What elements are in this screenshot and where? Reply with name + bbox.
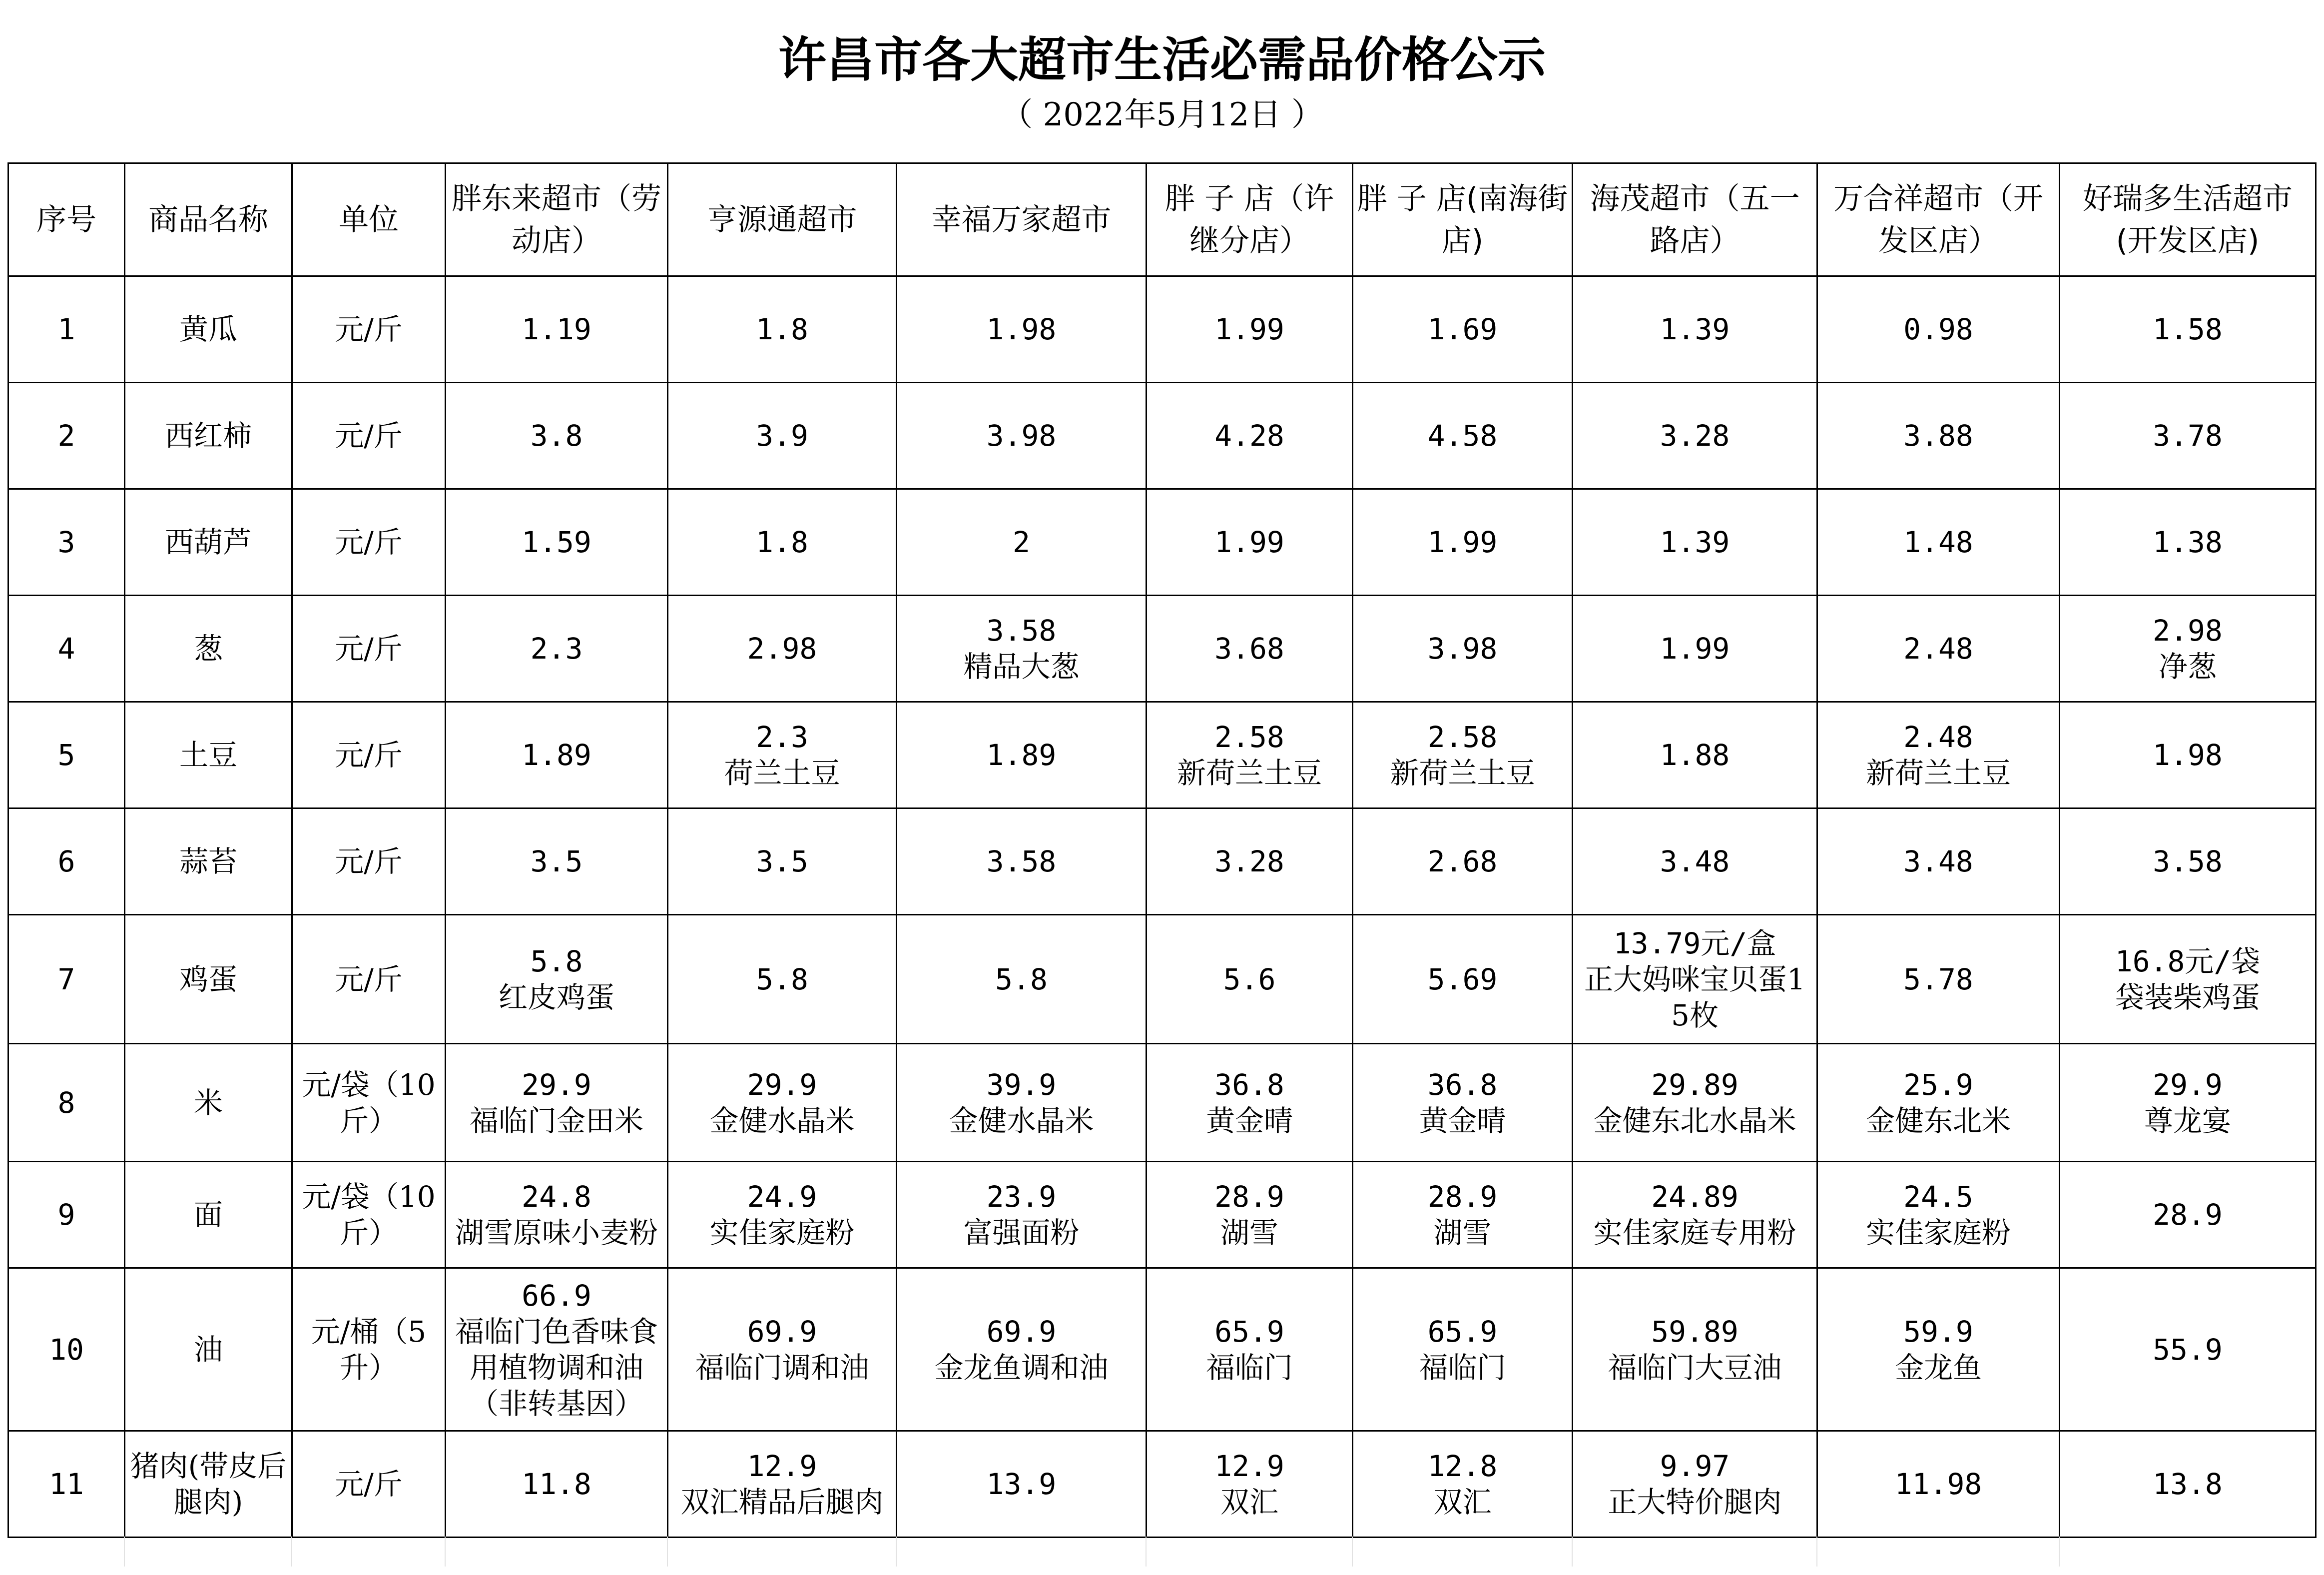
price-value: 5.78 [1903, 962, 1973, 996]
price-cell [1353, 702, 1573, 808]
price-cell [1573, 383, 1817, 489]
row-number: 9 [8, 1162, 125, 1268]
product-brand-note: 实佳家庭粉 [709, 1216, 855, 1250]
price-cell [2060, 702, 2316, 808]
col-header-store-7: 万合祥超市（开发区店） [1817, 163, 2060, 276]
price-value: 3.9 [756, 419, 808, 453]
price-value: 36.8 [1214, 1067, 1284, 1102]
price-cell [1817, 489, 2060, 596]
product-brand-note: 双汇 [1220, 1485, 1278, 1519]
table-row [8, 915, 2316, 1044]
sheet-gridlines [7, 1537, 2315, 1567]
price-value: 2.58 [1214, 720, 1284, 754]
price-value: 55.9 [2153, 1332, 2223, 1367]
product-brand-note: 净葱 [2158, 650, 2217, 684]
price-value: 29.9 [747, 1067, 817, 1102]
price-cell [1817, 808, 2060, 915]
price-value: 59.89 [1651, 1314, 1739, 1349]
row-number: 10 [8, 1268, 125, 1431]
unit-cell: 元/斤 [292, 702, 446, 808]
price-value: 12.9 [1214, 1449, 1284, 1483]
price-cell [1353, 1431, 1573, 1538]
price-cell [897, 1162, 1147, 1268]
product-brand-note: 精品大葱 [963, 650, 1080, 684]
row-number: 3 [8, 489, 125, 596]
price-value: 39.9 [986, 1067, 1057, 1102]
price-value: 24.9 [747, 1180, 817, 1214]
product-name: 黄瓜 [125, 276, 292, 383]
product-brand-note: 正大妈咪宝贝蛋15枚 [1584, 962, 1805, 1032]
price-value: 1.39 [1660, 525, 1730, 559]
price-cell [1147, 702, 1353, 808]
price-cell [446, 276, 668, 383]
table-row [8, 1044, 2316, 1162]
price-cell [668, 808, 897, 915]
header-row [8, 163, 2316, 276]
col-header-no: 序号 [8, 163, 125, 276]
price-value: 16.8元/袋 [2115, 944, 2261, 978]
product-name: 西红柿 [125, 383, 292, 489]
price-cell [1147, 276, 1353, 383]
product-brand-note: 尊龙宴 [2144, 1103, 2231, 1138]
price-value: 1.19 [522, 312, 591, 346]
unit-cell: 元/桶（5升） [292, 1268, 446, 1431]
col-header-store-6: 海茂超市（五一路店） [1573, 163, 1817, 276]
unit-cell: 元/斤 [292, 1431, 446, 1538]
price-value: 5.8 [995, 962, 1048, 996]
price-value: 11.8 [522, 1467, 591, 1501]
price-cell [1573, 808, 1817, 915]
price-cell [668, 1044, 897, 1162]
price-cell [2060, 383, 2316, 489]
price-value: 4.28 [1214, 419, 1284, 453]
price-cell [1353, 383, 1573, 489]
price-value: 1.98 [2153, 738, 2223, 772]
col-header-store-4: 胖 子 店（许继分店） [1147, 163, 1353, 276]
unit-cell: 元/斤 [292, 915, 446, 1044]
price-value: 1.99 [1214, 312, 1284, 346]
price-cell [446, 596, 668, 702]
price-value: 1.89 [986, 738, 1057, 772]
price-cell [1353, 276, 1573, 383]
product-brand-note: 金健东北水晶米 [1593, 1103, 1796, 1138]
product-brand-note: 黄金晴 [1205, 1103, 1293, 1138]
product-brand-note: 金健水晶米 [949, 1103, 1094, 1138]
product-brand-note: 福临门色香味食用植物调和油（非转基因） [455, 1314, 658, 1421]
price-cell [1147, 1044, 1353, 1162]
product-name: 西葫芦 [125, 489, 292, 596]
price-value: 28.9 [1214, 1180, 1284, 1214]
price-value: 2.98 [747, 632, 817, 666]
price-value: 2.98 [2153, 614, 2223, 648]
row-number: 1 [8, 276, 125, 383]
price-cell [1573, 1431, 1817, 1538]
price-cell [1353, 1044, 1573, 1162]
price-cell [1147, 596, 1353, 702]
price-value: 2.48 [1903, 632, 1973, 666]
price-cell [1353, 915, 1573, 1044]
price-cell [1147, 915, 1353, 1044]
price-value: 2.3 [756, 720, 808, 754]
product-brand-note: 金健水晶米 [709, 1103, 855, 1138]
col-header-name: 商品名称 [125, 163, 292, 276]
price-cell [1147, 808, 1353, 915]
price-cell [446, 383, 668, 489]
product-brand-note: 袋装柴鸡蛋 [2115, 980, 2260, 1014]
price-value: 5.6 [1223, 962, 1276, 996]
price-cell [897, 808, 1147, 915]
price-cell [1353, 1162, 1573, 1268]
price-value: 13.79元/盒 [1613, 926, 1776, 960]
price-value: 1.98 [986, 312, 1057, 346]
price-value: 3.5 [530, 844, 583, 878]
price-cell [1353, 596, 1573, 702]
product-brand-note: 新荷兰土豆 [1390, 756, 1535, 790]
price-cell [2060, 1268, 2316, 1431]
price-cell [2060, 1431, 2316, 1538]
price-cell [897, 276, 1147, 383]
price-cell [1353, 1268, 1573, 1431]
price-value: 3.68 [1214, 632, 1284, 666]
row-number: 7 [8, 915, 125, 1044]
price-cell [1573, 1268, 1817, 1431]
unit-cell: 元/斤 [292, 808, 446, 915]
unit-cell: 元/斤 [292, 383, 446, 489]
page-date: （ 2022年5月12日 ） [1001, 96, 1323, 133]
price-cell [1573, 276, 1817, 383]
row-number: 6 [8, 808, 125, 915]
price-cell [1573, 1162, 1817, 1268]
price-cell [668, 1162, 897, 1268]
price-cell [897, 596, 1147, 702]
price-value: 5.8 [756, 962, 808, 996]
price-cell [897, 383, 1147, 489]
product-name: 油 [125, 1268, 292, 1431]
product-brand-note: 福临门大豆油 [1608, 1350, 1782, 1385]
price-cell [1147, 489, 1353, 596]
price-value: 1.89 [522, 738, 591, 772]
price-value: 2.3 [530, 632, 583, 666]
price-value: 69.9 [747, 1314, 817, 1349]
price-cell [1573, 489, 1817, 596]
price-cell [2060, 915, 2316, 1044]
price-cell [446, 1268, 668, 1431]
col-header-store-1: 胖东来超市（劳动店） [446, 163, 668, 276]
price-value: 9.97 [1660, 1449, 1730, 1483]
product-brand-note: 湖雪原味小麦粉 [455, 1216, 658, 1250]
price-value: 12.9 [747, 1449, 817, 1483]
price-cell [897, 1431, 1147, 1538]
price-cell [897, 915, 1147, 1044]
price-cell [1573, 1044, 1817, 1162]
price-cell [668, 1268, 897, 1431]
price-value: 3.48 [1903, 844, 1973, 878]
price-value: 3.98 [1427, 632, 1498, 666]
price-value: 2.68 [1427, 844, 1498, 878]
price-value: 1.8 [756, 525, 808, 559]
price-value: 1.38 [2153, 525, 2223, 559]
price-value: 3.28 [1660, 419, 1730, 453]
price-value: 5.8 [530, 944, 583, 978]
price-value: 1.58 [2153, 312, 2223, 346]
price-cell [2060, 276, 2316, 383]
product-brand-note: 正大特价腿肉 [1608, 1485, 1782, 1519]
price-cell [446, 915, 668, 1044]
price-value: 3.78 [2153, 419, 2223, 453]
col-header-store-8: 好瑞多生活超市(开发区店) [2060, 163, 2316, 276]
product-brand-note: 福临门 [1419, 1350, 1506, 1385]
price-value: 1.99 [1660, 632, 1730, 666]
product-name: 鸡蛋 [125, 915, 292, 1044]
price-cell [668, 915, 897, 1044]
price-cell [668, 383, 897, 489]
table-row [8, 383, 2316, 489]
product-brand-note: 富强面粉 [963, 1216, 1080, 1250]
price-value: 29.89 [1651, 1067, 1739, 1102]
product-brand-note: 金龙鱼 [1894, 1350, 1982, 1385]
price-value: 4.58 [1427, 419, 1498, 453]
price-cell [1573, 702, 1817, 808]
price-value: 24.89 [1651, 1180, 1739, 1214]
price-cell [668, 596, 897, 702]
price-value: 13.9 [986, 1467, 1057, 1501]
unit-cell: 元/袋（10斤） [292, 1044, 446, 1162]
price-cell [1817, 276, 2060, 383]
price-value: 3.8 [530, 419, 583, 453]
product-brand-note: 湖雪 [1433, 1216, 1492, 1250]
price-cell [668, 1431, 897, 1538]
price-cell [1817, 596, 2060, 702]
col-header-store-2: 亨源通超市 [668, 163, 897, 276]
price-value: 1.88 [1660, 738, 1730, 772]
price-cell [1353, 489, 1573, 596]
price-cell [1147, 1431, 1353, 1538]
row-number: 4 [8, 596, 125, 702]
price-value: 5.69 [1427, 962, 1498, 996]
product-brand-note: 荷兰土豆 [724, 756, 840, 790]
price-value: 1.59 [522, 525, 591, 559]
price-value: 24.5 [1903, 1180, 1973, 1214]
unit-cell: 元/袋（10斤） [292, 1162, 446, 1268]
price-value: 29.9 [522, 1067, 591, 1102]
price-cell [668, 489, 897, 596]
product-brand-note: 金健东北米 [1865, 1103, 2011, 1138]
price-cell [1817, 1268, 2060, 1431]
table-row [8, 596, 2316, 702]
price-cell [1817, 1044, 2060, 1162]
price-value: 65.9 [1427, 1314, 1498, 1349]
price-value: 29.9 [2153, 1067, 2223, 1102]
product-brand-note: 实佳家庭粉 [1865, 1216, 2011, 1250]
price-cell [1817, 702, 2060, 808]
table-row [8, 1431, 2316, 1538]
product-brand-note: 实佳家庭专用粉 [1593, 1216, 1796, 1250]
price-cell [1147, 383, 1353, 489]
price-cell [1147, 1162, 1353, 1268]
price-value: 24.8 [522, 1180, 591, 1214]
table-row [8, 1162, 2316, 1268]
price-value: 25.9 [1903, 1067, 1973, 1102]
product-brand-note: 新荷兰土豆 [1176, 756, 1322, 790]
price-cell [446, 1431, 668, 1538]
price-value: 3.28 [1214, 844, 1284, 878]
price-value: 65.9 [1214, 1314, 1284, 1349]
price-cell [2060, 489, 2316, 596]
price-value: 28.9 [2153, 1198, 2223, 1232]
price-cell [1817, 915, 2060, 1044]
price-value: 2.58 [1427, 720, 1498, 754]
price-value: 3.58 [2153, 844, 2223, 878]
product-name: 土豆 [125, 702, 292, 808]
table-row [8, 489, 2316, 596]
col-header-store-3: 幸福万家超市 [897, 163, 1147, 276]
table-row [8, 1268, 2316, 1431]
price-value: 1.8 [756, 312, 808, 346]
row-number: 8 [8, 1044, 125, 1162]
price-cell [668, 702, 897, 808]
product-brand-note: 新荷兰土豆 [1865, 756, 2011, 790]
product-name: 米 [125, 1044, 292, 1162]
price-cell [446, 1162, 668, 1268]
price-cell [1147, 1268, 1353, 1431]
product-name: 面 [125, 1162, 292, 1268]
table-row [8, 702, 2316, 808]
price-value: 0.98 [1903, 312, 1973, 346]
price-value: 3.58 [986, 614, 1057, 648]
price-cell [1817, 1162, 2060, 1268]
price-cell [897, 489, 1147, 596]
col-header-unit: 单位 [292, 163, 446, 276]
col-header-store-5: 胖 子 店(南海街店) [1353, 163, 1573, 276]
price-cell [2060, 808, 2316, 915]
price-cell [1353, 808, 1573, 915]
product-brand-note: 湖雪 [1220, 1216, 1278, 1250]
price-cell [446, 489, 668, 596]
price-value: 3.48 [1660, 844, 1730, 878]
price-value: 36.8 [1427, 1067, 1498, 1102]
price-cell [897, 1268, 1147, 1431]
price-value: 1.48 [1903, 525, 1973, 559]
unit-cell: 元/斤 [292, 276, 446, 383]
price-value: 1.69 [1427, 312, 1498, 346]
price-value: 11.98 [1894, 1467, 1982, 1501]
price-cell [1573, 596, 1817, 702]
price-value: 2.48 [1903, 720, 1973, 754]
unit-cell: 元/斤 [292, 489, 446, 596]
price-value: 3.98 [986, 419, 1057, 453]
price-cell [446, 808, 668, 915]
product-brand-note: 红皮鸡蛋 [498, 980, 614, 1014]
price-value: 3.58 [986, 844, 1057, 878]
row-number: 5 [8, 702, 125, 808]
price-value: 3.5 [756, 844, 808, 878]
page-title: 许昌市各大超市生活必需品价格公示 [778, 32, 1546, 88]
price-cell [2060, 596, 2316, 702]
price-cell [1573, 915, 1817, 1044]
row-number: 2 [8, 383, 125, 489]
price-value: 59.9 [1903, 1314, 1973, 1349]
price-cell [1817, 383, 2060, 489]
price-value: 1.39 [1660, 312, 1730, 346]
table-row [8, 808, 2316, 915]
price-cell [668, 276, 897, 383]
price-cell [2060, 1162, 2316, 1268]
unit-cell: 元/斤 [292, 596, 446, 702]
product-brand-note: 福临门 [1205, 1350, 1293, 1385]
product-brand-note: 双汇 [1433, 1485, 1492, 1519]
price-cell [1817, 1431, 2060, 1538]
price-value: 1.99 [1214, 525, 1284, 559]
price-cell [897, 702, 1147, 808]
price-value: 13.8 [2153, 1467, 2223, 1501]
product-brand-note: 黄金晴 [1419, 1103, 1506, 1138]
product-name: 蒜苔 [125, 808, 292, 915]
product-name: 猪肉(带皮后腿肉) [125, 1431, 292, 1538]
price-value: 23.9 [986, 1180, 1057, 1214]
table-row [8, 276, 2316, 383]
product-brand-note: 福临门金田米 [469, 1103, 643, 1138]
price-cell [897, 1044, 1147, 1162]
price-value: 28.9 [1427, 1180, 1498, 1214]
product-brand-note: 福临门调和油 [695, 1350, 869, 1385]
price-value: 2 [1013, 525, 1030, 559]
price-cell [446, 702, 668, 808]
price-value: 66.9 [522, 1278, 591, 1313]
price-value: 3.88 [1903, 419, 1973, 453]
product-name: 葱 [125, 596, 292, 702]
price-cell [2060, 1044, 2316, 1162]
row-number: 11 [8, 1431, 125, 1538]
product-brand-note: 双汇精品后腿肉 [680, 1485, 884, 1519]
product-brand-note: 金龙鱼调和油 [934, 1350, 1109, 1385]
price-value: 12.8 [1427, 1449, 1498, 1483]
price-value: 69.9 [986, 1314, 1057, 1349]
price-cell [446, 1044, 668, 1162]
price-value: 1.99 [1427, 525, 1498, 559]
price-table [7, 162, 2317, 1538]
